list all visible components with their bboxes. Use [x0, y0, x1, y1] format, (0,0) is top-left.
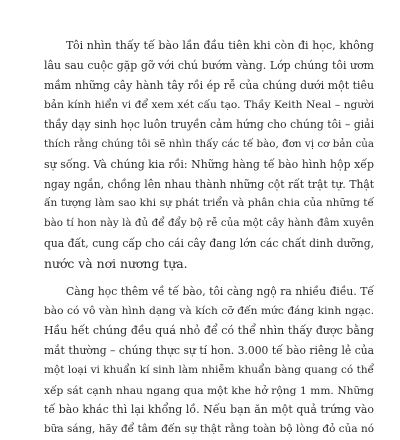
text-line: thầy dạy sinh học luôn truyền cảm hứng cho chúng tôi – giải: [44, 118, 374, 132]
text-line: mầm những cây hành tây rồi ép rễ của chúng dưới một tiêu: [44, 78, 374, 92]
text-line: mắt thường – chúng thực sự tí hon. 3.000 tế bào riêng lẻ của: [44, 343, 374, 357]
text-line: Hầu hết chúng đều quá nhỏ để có thể nhìn thấy được bằng: [44, 324, 374, 338]
text-line: Càng học thêm về tế bào, tôi càng ngộ ra nhiều điều. Tế: [66, 284, 374, 298]
text-line: tế bào khác thì lại khổng lồ. Nếu bạn ăn một quả trứng vào: [44, 403, 374, 417]
text-line: thích rằng chúng tôi sẽ nhìn thấy các tế bào, đơn vị cơ bản của: [44, 137, 374, 150]
text-line: xếp sát cạnh nhau ngang qua một khe hở rộng 1 mm. Những: [44, 383, 374, 397]
text-line: qua đất, cung cấp cho cái cây đang lớn các chất dinh dưỡng,: [44, 236, 374, 250]
text-line: lâu sau cuộc gặp gỡ với chú bướm vàng. Lớp chúng tôi ươm: [44, 58, 374, 72]
text-line: ngay ngắn, chồng lên nhau thành những cột rất trật tự. Thật: [44, 177, 374, 191]
text-line: bào tí hon này là đủ để đẩy bộ rễ của một cây hành đâm xuyên: [44, 217, 374, 230]
text-line: ấn tượng làm sao khi sự phát triển và phân chia của những tế: [44, 197, 374, 210]
text-line: bản kính hiển vi để xem xét cấu tạo. Thầy Keith Neal – người: [44, 98, 374, 112]
text-line: nước và nơi nương tựa.: [44, 255, 188, 271]
body-text: [44, 36, 374, 440]
paragraph-2: [44, 282, 374, 440]
text-line: sự sống. Và chúng kia rồi: Những hàng tế bào hình hộp xếp: [44, 157, 374, 171]
text-line: Tôi nhìn thấy tế bào lần đầu tiên khi còn đi học, không: [66, 39, 374, 52]
text-line: bào có vô vàn hình dạng và kích cỡ đến mức đáng kinh ngạc.: [44, 304, 374, 318]
paragraph-1: [44, 36, 374, 274]
text-line: bữa sáng, hãy để tâm đến sự thật rằng toàn bộ lòng đỏ của nó: [44, 423, 374, 436]
text-line: một loại vi khuẩn kí sinh làm nhiễm khuẩn bàng quang có thể: [44, 363, 374, 376]
